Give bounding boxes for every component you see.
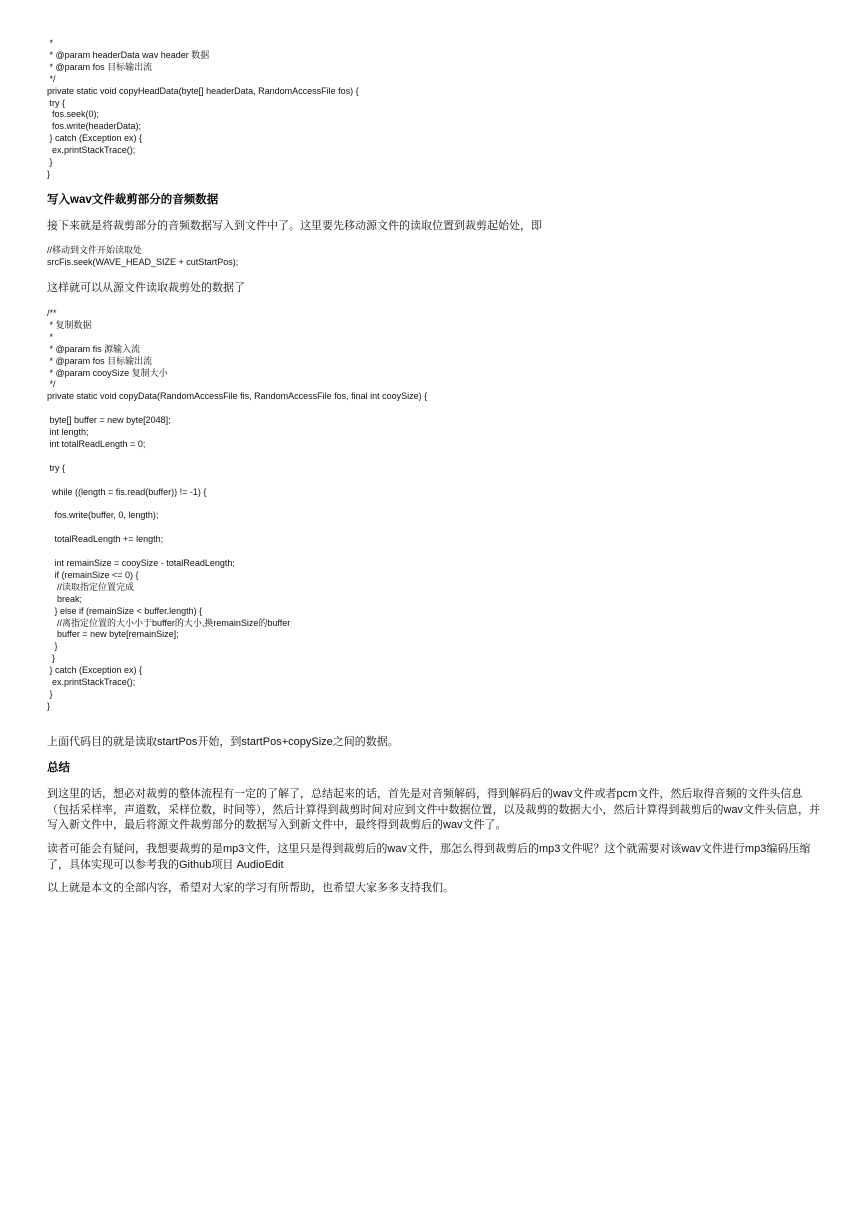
paragraph-closing: 以上就是本文的全部内容，希望对大家的学习有所帮助，也希望大家多多支持我们。: [47, 882, 454, 894]
paragraph-code-purpose: 上面代码目的就是读取startPos开始，到startPos+copySize之间的数据。: [47, 736, 399, 748]
paragraph-summary: 到这里的话，想必对裁剪的整体流程有一定的了解了，总结起来的话，首先是对音频解码，得到解码后的wav文件或者pcm文件，然后取得音频的文件头信息（包括采样率，声道数，采样位数，时间等），然后计算得到裁剪时间对应到文件中数据位置，以及裁剪的数据大小，然后计算得到裁剪后的wav文件头信息，并写入新文件中，最后将源文件裁剪部分的数据写入到新文件中，最终得到裁剪后的wav文件了。: [47, 788, 821, 831]
paragraph-read-from-source: 这样就可以从源文件读取裁剪处的数据了: [47, 282, 245, 294]
paragraph-intro: 接下来就是将裁剪部分的音频数据写入到文件中了。这里要先移动源文件的读取位置到裁剪起始处，即: [47, 220, 542, 232]
paragraph-mp3-question: 读者可能会有疑问，我想要裁剪的是mp3文件，这里只是得到裁剪后的wav文件，那怎么得到裁剪后的mp3文件呢？这个就需要对该wav文件进行mp3编码压缩了，具体实现可以参考我的Github项目 AudioEdit: [47, 843, 811, 871]
code-block-copy-head-data: * * @param headerData wav header 数据 * @param fos 目标输出流 */ private static void copyHeadData(byte[] headerData, RandomAccessFile fos) { try { fos.seek(0); fos.write(headerData); } catch (Exception ex) { ex.printStackTrace(); } }: [47, 38, 359, 179]
code-block-seek: //移动到文件开始读取处 srcFis.seek(WAVE_HEAD_SIZE + cutStartPos);: [47, 245, 239, 267]
section-heading-write-audio: 写入wav文件裁剪部分的音频数据: [47, 194, 219, 206]
section-heading-summary: 总结: [47, 762, 70, 774]
code-block-copy-data: /** * 复制数据 * * @param fis 源输入流 * @param fos 目标输出流 * @param cooySize 复制大小 */ private static void copyData(RandomAccessFile fis, RandomAccessFile fos, final int cooySize) { byte[] buffer = new byte[2048]; int length; int totalReadLength = 0; try { while ((length = fis.read(buffer)) != -1) { fos.write(buffer, 0, length); totalReadLength += length; int remainSize = cooySize - totalReadLength; if (remainSize <= 0) { //读取指定位置完成 break; } else if (remainSize < buffer.length) { //离指定位置的大小小于buffer的大小,换remainSize的buffer buffer = new byte[remainSize]; } } } catch (Exception ex) { ex.printStackTrace(); } }: [47, 308, 428, 711]
